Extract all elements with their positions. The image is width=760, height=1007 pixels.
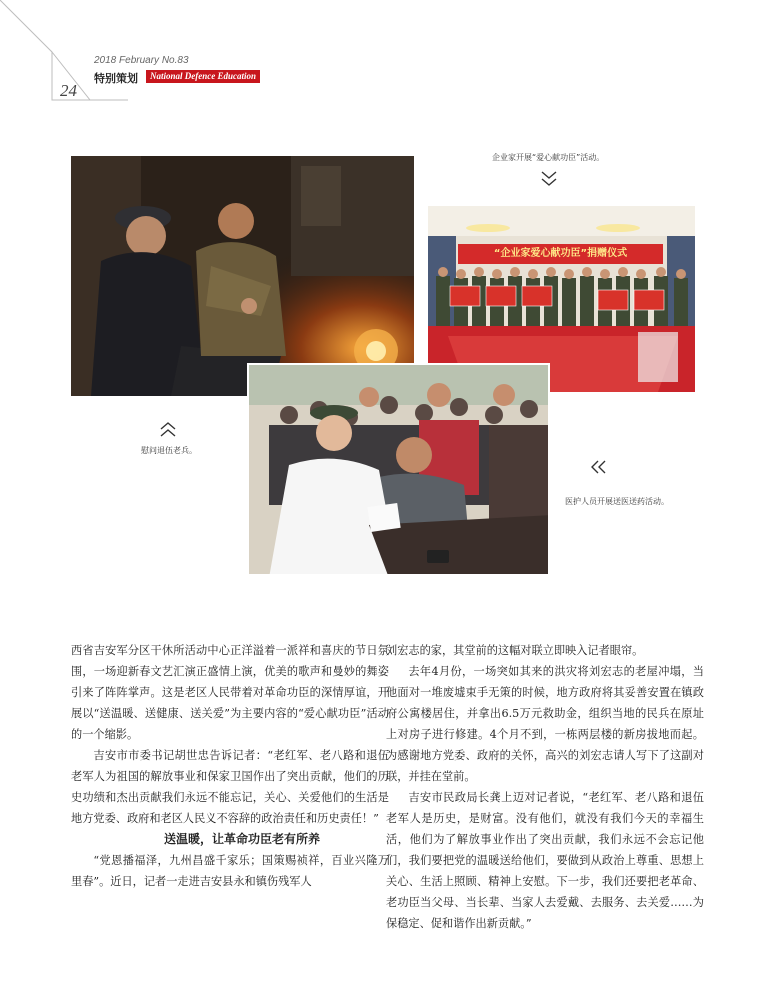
caption-medical-service: 医护人员开展送医送药活动。 [565,497,669,506]
caption-donation-activity: 企业家开展“爱心献功臣”活动。 [492,153,605,162]
chevron-left-icon [589,459,609,475]
photo-medical-service [247,363,550,576]
article-paragraph: 刘宏志的家，其堂前的这幅对联立即映入记者眼帘。 [386,644,644,657]
article-paragraph: 吉安市民政局长龚上迈对记者说，“老红军、老八路和退伍老军人是历史，是财富。没有他们，就没有我们今天的幸福生活，他们为了解放事业作出了突出贡献，我们永远不会忘记他们，我们要把党的温暖送给他们，要做到从政治上尊重、思想上关心、生活上照顾、精神上安慰。下一步，我们还要把老革命、老功臣当父母、当长辈、当家人去爱戴、去服务、去关爱……为保稳定、促和谐作出新贡献。” [386,791,704,930]
chevron-down-icon [539,170,559,188]
section-english-badge: National Defence Education [146,70,260,83]
article-paragraph: 去年4月份，一场突如其来的洪灾将刘宏志的老屋冲塌，当他面对一堆废墟束手无策的时候，地方政府将其妥善安置在镇政府公寓楼居住，并拿出6.5万元救助金，组织当地的民兵在原址上对房子进行修建。4个月不到，一栋两层楼的新房拔地而起。为感谢地方党委、政府的关怀，高兴的刘宏志请人写下了这副对联，并挂在堂前。 [386,665,704,783]
veteran-scene-image [71,156,414,396]
ceremony-banner-text: “企业家爱心献功臣”捐赠仪式 [493,248,628,259]
article-paragraph: 西省吉安军分区干休所活动中心正洋溢着一派祥和喜庆的节日氛围，一场迎新春文艺汇演正盛情上演，优美的歌声和曼妙的舞姿引来了阵阵掌声。这是老区人民带着对革命功臣的深情厚谊，开展以“送温暖、送健康、送关爱”为主要内容的“爱心献功臣”活动的一个缩影。 [71,644,389,741]
page-number: 24 [60,81,77,100]
article-paragraph: “党恩播福泽，九州昌盛千家乐；国策赐祯祥，百业兴隆万里春”。近日，记者一走进吉安县永和镇伤残军人 [71,854,389,888]
medical-scene-image [249,365,550,576]
caption-visiting-veteran: 慰问退伍老兵。 [141,446,197,455]
article-column-right [386,640,704,934]
section-title: 特别策划 [94,72,138,85]
photo-visiting-veteran [71,156,414,396]
article-column-left [71,640,389,892]
issue-label: 2018 February No.83 [94,55,189,66]
article-paragraph: 吉安市市委书记胡世忠告诉记者：“老红军、老八路和退伍老军人为祖国的解放事业和保家卫国作出了突出贡献，他们的历史功绩和杰出贡献我们永远不能忘记，关心、关爱他们的生活是地方党委、政府和老区人民义不容辞的政治责任和历史责任！” [71,749,389,825]
article-subheading: 送温暖，让革命功臣老有所养 [163,832,320,846]
chevron-up-icon [158,420,178,438]
